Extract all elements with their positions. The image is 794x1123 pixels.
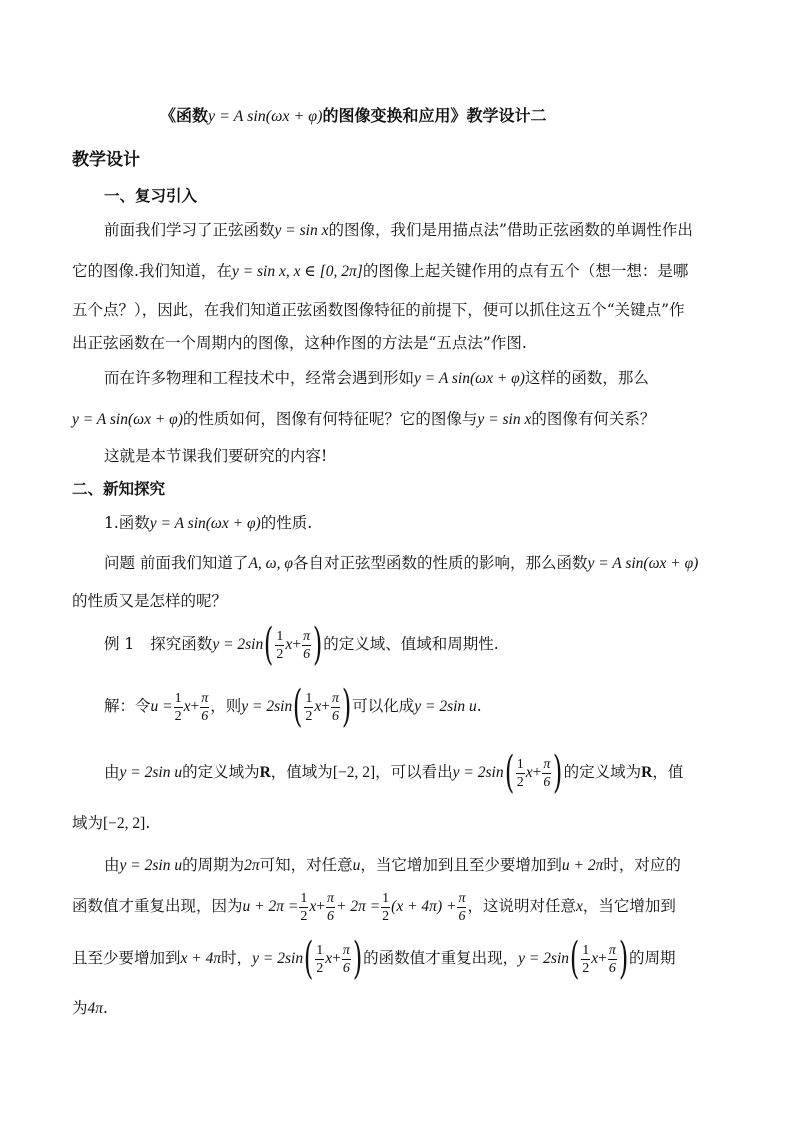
math-fraction: [299, 890, 308, 925]
math-fraction: 6: [608, 960, 616, 976]
math-paren: (: [264, 619, 274, 670]
math-fraction: 6: [458, 908, 466, 924]
math-paren: ): [618, 933, 629, 984]
math-paren: ): [341, 681, 352, 732]
math-paren: ): [312, 619, 323, 670]
math-fraction: π: [458, 890, 466, 906]
math-fraction: [457, 890, 466, 925]
math-fraction: [331, 690, 340, 725]
math-fraction: π: [326, 890, 334, 906]
math-fraction: 1: [305, 690, 313, 706]
paragraph-1-line-3: 五个点？），因此，在我们知道正弦函数图像特征的前提下，便可以抓住这五个“关键点”作: [72, 301, 685, 319]
domain-line-2: 域为[−2, 2].: [72, 814, 151, 832]
period-line-4: 为4π.: [72, 999, 108, 1017]
math-fraction: 6: [543, 774, 551, 790]
heading-new-knowledge: 二、新知探究: [72, 480, 166, 498]
math-fraction: 2: [305, 708, 313, 724]
example-label: 例 1: [104, 635, 135, 653]
math-fraction: [516, 756, 525, 791]
math-paren: (: [569, 933, 580, 984]
math-fraction: 1: [300, 890, 308, 906]
math-fraction: 2: [582, 960, 590, 976]
math-fraction: [315, 942, 324, 977]
paragraph-1-line-1: 前面我们学习了正弦函数y = sin x的图像，我们是用描点法”借助正弦函数的单调性作出: [104, 221, 693, 239]
math-fraction: 1: [174, 690, 182, 706]
math-fraction: [542, 756, 551, 791]
period-line-2: 函数值才重复出现，因为u + 2π = $\frac{1}{2}$ x+ $\frac{\pi}{6}$ + 2π = $\frac{1}{2}$ (x + 4π) + $\frac{\pi}{6}$ ，这说明对任意x，当它增加到: [72, 890, 676, 924]
math-fraction: 1: [582, 942, 590, 958]
math-fraction: π: [201, 690, 209, 706]
domain-line-1: 由y = 2sin u的定义域为R，值域为[−2, 2]，可以看出y = 2sin( $\frac{1}{2}$ x+ $\frac{\pi}{6}$ )的定义域为R，值: [104, 747, 684, 798]
math-fraction: [275, 628, 284, 663]
question-line-2: 的性质又是怎样的呢？: [72, 592, 228, 610]
math-paren: (: [293, 681, 303, 732]
math-fraction: 2: [516, 774, 524, 790]
math-fraction: 6: [326, 908, 334, 924]
section-heading: 教学设计: [72, 150, 140, 170]
question-line-1: 问题 前面我们知道了A, ω, φ各自对正弦型函数的性质的影响，那么函数y = A sin(ωx + φ): [104, 554, 699, 572]
math-fraction: π: [342, 942, 350, 958]
math-fraction: [608, 942, 617, 977]
math-fraction: 1: [316, 942, 324, 958]
math-fraction: 6: [332, 708, 340, 724]
math-fraction: π: [543, 756, 551, 772]
math-fraction: 6: [201, 708, 209, 724]
math-fraction: π: [303, 628, 311, 644]
math-fraction: 2: [316, 960, 324, 976]
math-fraction: [304, 690, 313, 725]
subsection-1: 1.函数y = A sin(ωx + φ)的性质.: [104, 514, 313, 532]
math-fraction: 6: [303, 646, 311, 662]
math-fraction: π: [332, 690, 340, 706]
heading-review: 一、复习引入: [104, 187, 198, 205]
period-line-3: 且至少要增加到x + 4π时，y = 2sin( $\frac{1}{2}$ x+ $\frac{\pi}{6}$ )的函数值才重复出现，y = 2sin( $\frac{1}{2}$ x+ $\frac{\pi}{6}$ )的周期: [72, 933, 676, 984]
period-line-1: 由y = 2sin u的周期为2π可知，对任意u，当它增加到且至少要增加到u + 2π时，对应的: [104, 856, 681, 874]
math-fraction: [342, 942, 351, 977]
math-paren: (: [504, 747, 514, 798]
math-fraction: [200, 690, 209, 725]
page-title: 《函数y = A sin(ωx + φ)的图像变换和应用》教学设计二: [160, 106, 547, 125]
math-fraction: 1: [382, 890, 390, 906]
paragraph-2-line-1: 而在许多物理和工程技术中，经常会遇到形如y = A sin(ωx + φ)这样的函数，那么: [104, 369, 649, 387]
math-fraction: 2: [174, 708, 182, 724]
paragraph-1-line-2: 它的图像.我们知道，在y = sin x, x ∈ [0, 2π]的图像上起关键作用的点有五个（想一想：是哪: [72, 262, 689, 280]
math-fraction: 2: [300, 908, 308, 924]
math-fraction: 6: [342, 960, 350, 976]
math-paren: (: [303, 933, 314, 984]
math-fraction: [302, 628, 311, 663]
solution-line: 解：令u = $\frac{1}{2}$ x+ $\frac{\pi}{6}$ ，则y = 2sin( $\frac{1}{2}$ x+ $\frac{\pi}{6}$ )可以化成y = 2sin u.: [104, 681, 482, 732]
math-paren: ): [352, 933, 363, 984]
math-fraction: 1: [516, 756, 524, 772]
paragraph-3: 这就是本节课我们要研究的内容!: [104, 447, 328, 465]
math-fraction: [174, 690, 183, 725]
math-fraction: [381, 890, 390, 925]
math-paren: ): [553, 747, 563, 798]
math-fraction: 2: [382, 908, 390, 924]
math-fraction: π: [608, 942, 616, 958]
paragraph-2-line-2: y = A sin(ωx + φ)的性质如何，图像有何特征呢？它的图像与y = sin x的图像有何关系？: [72, 410, 656, 428]
paragraph-1-line-4: 出正弦函数在一个周期内的图像，这种作图的方法是“五点法”作图.: [72, 334, 527, 352]
example-1: 例 1 探究函数y = 2sin( $\frac{1}{2}$ x+ $\frac{\pi}{6}$ )的定义域、值域和周期性.: [104, 619, 499, 670]
math-fraction: [326, 890, 335, 925]
math-fraction: [581, 942, 590, 977]
math-fraction: 2: [276, 646, 284, 662]
math-fraction: 1: [276, 628, 284, 644]
